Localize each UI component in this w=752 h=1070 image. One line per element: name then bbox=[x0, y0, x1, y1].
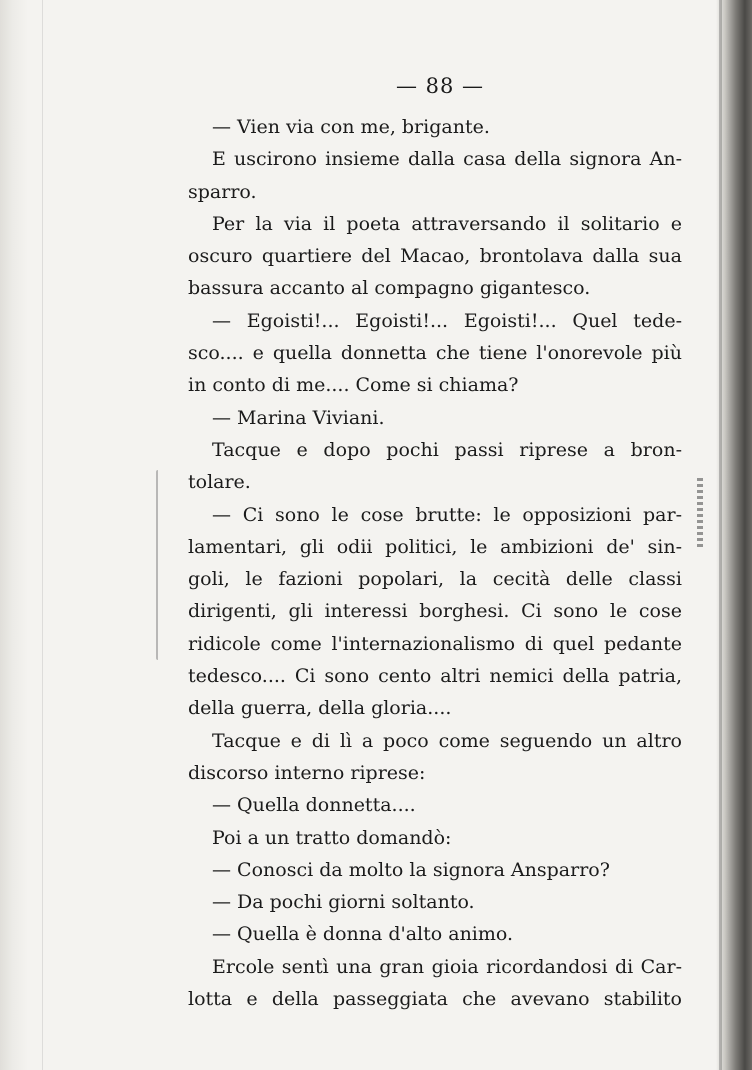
text-line: — Marina Viviani. bbox=[212, 406, 385, 429]
text-line: Tacque e dopo pochi passi riprese a bron- bbox=[212, 438, 682, 461]
text-line: goli, le fazioni popolari, la cecità delle classi bbox=[188, 568, 682, 591]
text-line: lamentari, gli odii politici, le ambizioni de' sin- bbox=[188, 535, 682, 558]
text-line: Ercole sentì una gran gioia ricordandosi di Car- bbox=[212, 955, 682, 978]
text-line: tedesco.... Ci sono cento altri nemici della patria, bbox=[188, 665, 682, 688]
ink-bleed-mark-left bbox=[156, 470, 161, 660]
text-line: in conto di me.... Come si chiama? bbox=[188, 374, 519, 397]
text-line: della guerra, della gloria.... bbox=[188, 697, 452, 720]
text-line: lotta e della passeggiata che avevano stabilito bbox=[188, 988, 682, 1011]
text-line: — Conosci da molto la signora Ansparro? bbox=[212, 858, 610, 881]
binding-line bbox=[42, 0, 43, 1070]
text-line: sparro. bbox=[188, 180, 257, 203]
text-line: — Quella donnetta.... bbox=[212, 794, 416, 817]
text-line: discorso interno riprese: bbox=[188, 761, 426, 784]
text-line: bassura accanto al compagno gigantesco. bbox=[188, 277, 591, 300]
text-line: Poi a un tratto domandò: bbox=[212, 826, 452, 849]
ink-bleed-mark-right bbox=[697, 478, 703, 548]
text-line: — Da pochi giorni soltanto. bbox=[212, 891, 475, 914]
scan-edge-right-line bbox=[719, 0, 722, 1070]
body-text bbox=[188, 111, 682, 1015]
text-line: — Ci sono le cose brutte: le opposizioni par- bbox=[212, 503, 682, 526]
page-number: — 88 — bbox=[395, 74, 485, 98]
scan-edge-left bbox=[0, 0, 28, 1070]
text-line: tolare. bbox=[188, 471, 251, 494]
text-line: ridicole come l'internazionalismo di quel pedante bbox=[188, 632, 682, 655]
text-line: — Egoisti!... Egoisti!... Egoisti!... Quel tede- bbox=[212, 309, 682, 332]
text-line: dirigenti, gli interessi borghesi. Ci sono le cose bbox=[188, 600, 682, 623]
text-line: oscuro quartiere del Macao, brontolava dalla sua bbox=[188, 245, 682, 268]
text-line: E uscirono insieme dalla casa della signora An- bbox=[212, 148, 682, 171]
text-line: sco.... e quella donnetta che tiene l'onorevole più bbox=[188, 342, 682, 365]
text-line: Tacque e di lì a poco come seguendo un altro bbox=[212, 729, 682, 752]
text-line: — Vien via con me, brigante. bbox=[212, 116, 490, 138]
text-line: — Quella è donna d'alto animo. bbox=[212, 923, 514, 946]
text-line: Per la via il poeta attraversando il solitario e bbox=[212, 212, 682, 235]
